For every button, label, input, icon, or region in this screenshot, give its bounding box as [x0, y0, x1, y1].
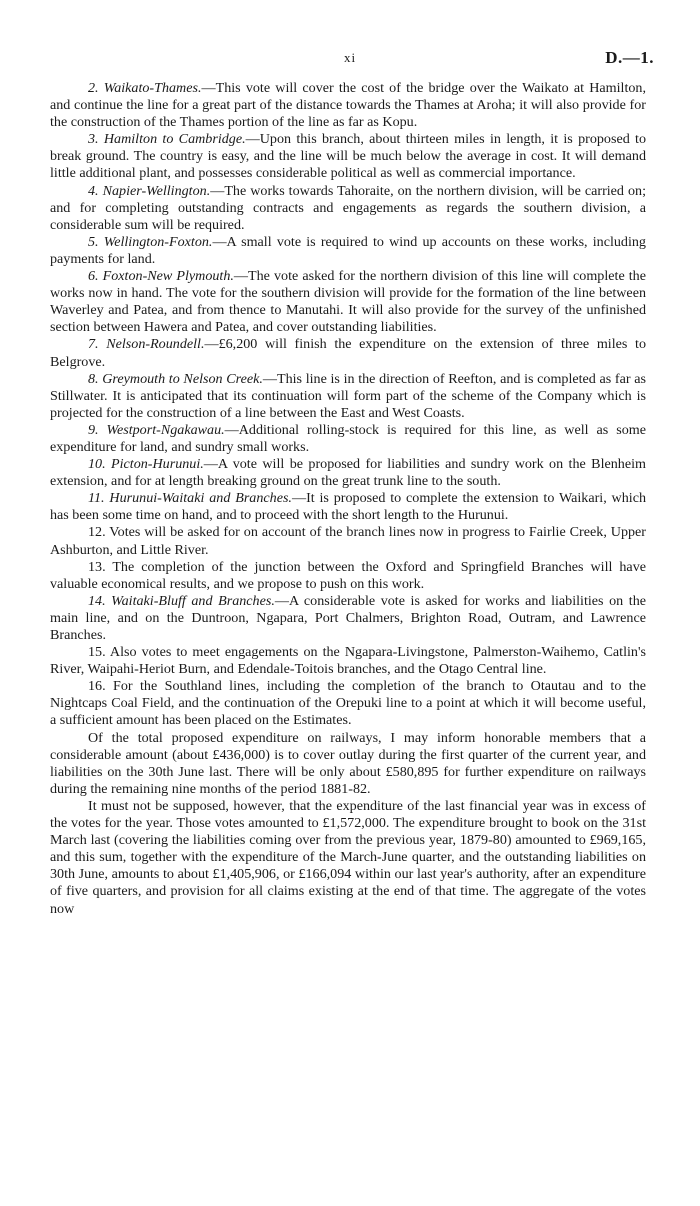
paragraph [50, 524, 646, 558]
paragraph [50, 678, 646, 729]
paragraph-text: —Additional rolling-stock is required for this line, as well as some expenditure for land, and sundry small works. [50, 421, 646, 455]
paragraph-text: 15. Also votes to meet engagements on the Ngapara-Livingstone, Palmerston-Waihemo, Catlin's River, Waipahi-Heriot Burn, and Edendale-Toitois branches, and the Otago Central line. [50, 644, 646, 678]
paragraph-text: 16. For the Southland lines, including the completion of the branch to Otautau and to the Nightcaps Coal Field, and the continuation of the Orepuki line to a point at which it will become useful, a sufficient amount has been placed on the Estimates. [50, 678, 646, 729]
paragraph-title: 7. Nelson-Roundell. [88, 336, 205, 353]
paragraph-title: 6. Foxton-New Plymouth. [88, 268, 234, 285]
paragraph [50, 798, 646, 918]
paragraph [50, 371, 646, 422]
paragraph [50, 456, 646, 490]
paragraph [50, 268, 646, 336]
page-header [50, 48, 654, 70]
body-text [50, 80, 646, 918]
paragraph [50, 730, 646, 798]
paragraph-text: —The works towards Tahoraite, on the northern division, will be carried on; and for completing outstanding contracts and engagements as regards the southern division, a considerable sum will be required. [50, 182, 646, 233]
paragraph [50, 559, 646, 593]
paragraph-text: —A vote will be proposed for liabilities and sundry work on the Blenheim extension, and for at length breaking ground on the great trunk line to the south. [50, 456, 646, 490]
paragraph-text: —Upon this branch, about thirteen miles in length, it is proposed to break ground. The country is easy, and the line will be much below the average in cost. It will demand little additional plant, and possesses considerable political as well as commercial importance. [50, 131, 647, 182]
paragraph-text: —This vote will cover the cost of the bridge over the Waikato at Hamilton, and continue the line for a great part of the distance towards the Thames at Aroha; it will also provide for the construction of the Thames portion of the line as far as Kopu. [50, 80, 646, 131]
paragraph-text: —A small vote is required to wind up accounts on these works, including payments for land. [50, 233, 646, 267]
paragraph [50, 644, 646, 678]
paragraph-title: 3. Hamilton to Cambridge. [88, 131, 246, 148]
paragraph [50, 336, 646, 370]
paragraph-text: —This line is in the direction of Reefton, and is completed as far as Stillwater. It is anticipated that its continuation will form part of the scheme of the Company which is projected for the construction of a line between the East and West Coasts. [50, 370, 646, 421]
paragraph-title: 9. Westport-Ngakawau. [88, 421, 225, 438]
paragraph-text: —The vote asked for the northern division of this line will complete the works now in hand. The vote for the southern division will provide for the formation of the line between Waverley and Patea, and from thence to Manutahi. It will also provide for the survey of the unfinished section between Hawera and Patea, and cover outstanding liabilities. [50, 268, 646, 336]
paragraph-text: —A considerable vote is asked for works and liabilities on the main line, and on the Duntroon, Ngapara, Port Chalmers, Brighton Road, Outram, and Lawrence Branches. [50, 592, 646, 643]
paragraph-title: 5. Wellington-Foxton. [88, 233, 213, 250]
paragraph-text: —£6,200 will finish the expenditure on the extension of three miles to Belgrove. [50, 336, 646, 370]
paragraph-text: It must not be supposed, however, that the expenditure of the last financial year was in excess of the votes for the year. Those votes amounted to £1,572,000. The expenditure brought to book on the 31st March last (covering the liabilities coming over from the previous year, 1879-80) amounted to £969,165, and this sum, together with the expenditure of the March-June quarter, and the outstanding liabilities on 30th June, amounts to about £1,405,906, or £166,094 within our last year's authority, after an expenditure of five quarters, and provision for all claims existing at the end of that time. The aggregate of the votes now [50, 797, 646, 917]
paragraph-text: 13. The completion of the junction between the Oxford and Springfield Branches will have valuable economical results, and we propose to push on this work. [50, 558, 646, 592]
paragraph-text: —It is proposed to complete the extension to Waikari, which has been some time on hand, and to proceed with the short length to the Hurunui. [50, 490, 646, 524]
paragraph [50, 593, 646, 644]
paragraph-title: 8. Greymouth to Nelson Creek. [88, 370, 263, 387]
paragraph-title: 11. Hurunui-Waitaki and Branches. [88, 490, 292, 507]
paragraph [50, 80, 646, 131]
paragraph [50, 131, 646, 182]
paragraph-title: 10. Picton-Hurunui. [88, 456, 204, 473]
paragraph [50, 422, 646, 456]
paragraph [50, 234, 646, 268]
paragraph-title: 14. Waitaki-Bluff and Branches. [88, 592, 275, 609]
document-reference: D.—1. [605, 48, 654, 67]
paragraph-text: Of the total proposed expenditure on railways, I may inform honorable members that a considerable amount (about £436,000) is to cover outlay during the first quarter of the current year, and liabilities on the 30th June last. There will be only about £580,895 for further expenditure on railways during the remaining nine months of the period 1881-82. [50, 729, 646, 797]
paragraph [50, 183, 646, 234]
paragraph [50, 490, 646, 524]
paragraph-text: 12. Votes will be asked for on account of the branch lines now in progress to Fairlie Creek, Upper Ashburton, and Little River. [50, 524, 646, 558]
paragraph-title: 4. Napier-Wellington. [88, 182, 211, 199]
paragraph-title: 2. Waikato-Thames. [88, 80, 202, 96]
page-number: xi [343, 50, 357, 65]
